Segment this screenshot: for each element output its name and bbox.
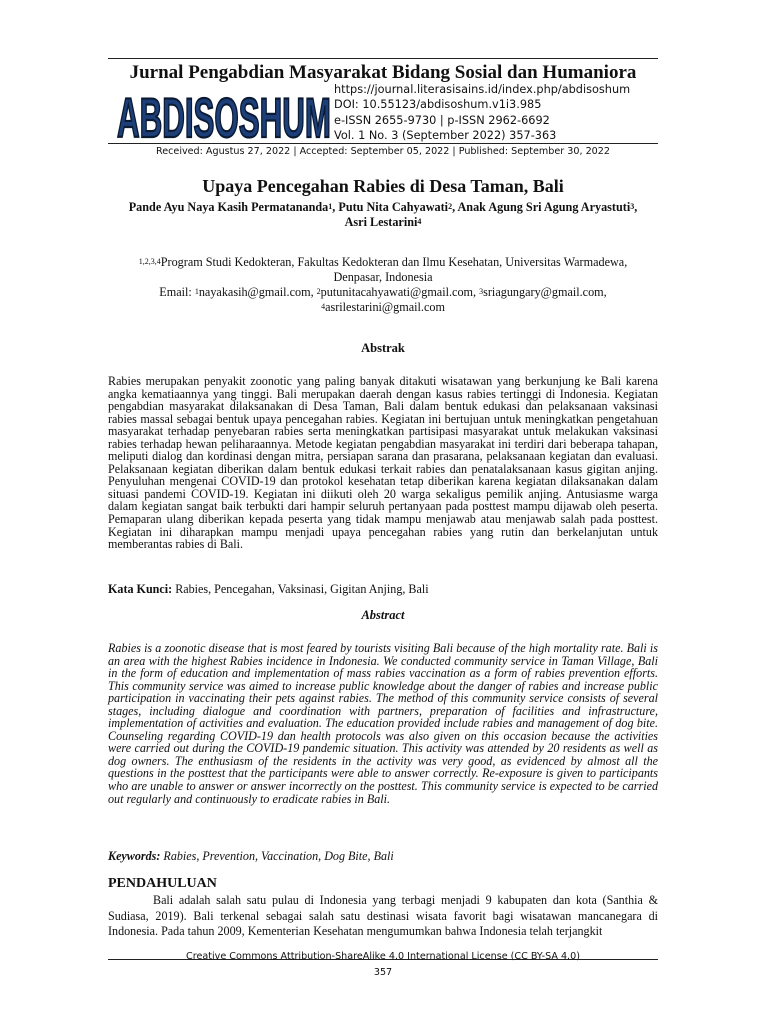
header-bottom-rule [108, 143, 658, 144]
author-sup: 4 [417, 217, 422, 226]
header-top-rule [108, 58, 658, 59]
author-name: Anak Agung Sri Agung Aryastuti [457, 200, 631, 214]
abstract-text: Rabies is a zoonotic disease that is most feared by tourists visiting Bali because of the high mortality rate. Bali is an area with the highest Rabies incidence in Indonesia. We conducted community service in Taman Village, Bali in the form of education and implementation of mass rabies vaccination as a form of rabies prevention efforts. This community service was aimed to increase public knowledge about the danger of rabies and increase public participation in vaccinating their pets against rabies. The method of this community service consists of several stages, including dialogue and coordination with partners, preparation of facilities and infrastructure, implementation of activities and evaluation. The education provided include rabies and management of dog bite. Counseling regarding COVID-19 dan health protocols was also given on this occasion because the activities were carried out during the COVID-19 pandemic situation. This activity was attended by 20 residents as well as dog owners. The enthusiasm of the residents in the activity was very good, as evidenced by almost all the questions in the posttest that the participants were able to answer correctly. Re-exposure is given to participants who are unable to answer or answer incorrectly on the posttest. This community service is expected to be carried out regularly and continuously to eradicate rabies in Bali. [108, 641, 658, 806]
keywords-label: Keywords: [108, 849, 161, 863]
journal-issn: e-ISSN 2655-9730 | p-ISSN 2962-6692 [334, 113, 550, 127]
affiliation-sup: 1,2,3,4 [138, 257, 161, 266]
page-number: 357 [373, 967, 393, 978]
pendahuluan-text: Bali adalah salah satu pulau di Indonesia yang terbagi menjadi 9 kabupaten dan kota (Santhia & Sudiasa, 2019). Bali terkenal sebagai salah satu destinasi wisata favorit bagi wisatawan mancanegara di Indonesia. Pada tahun 2009, Kementerian Kesehatan mengumumkan bahwa Indonesia telah terjangkit [108, 893, 658, 939]
email-link[interactable]: sriagungary@gmail.com [483, 285, 604, 299]
author-sup: 1 [328, 202, 333, 211]
email-sup: 3 [479, 287, 484, 296]
email-link[interactable]: putunitacahyawati@gmail.com [320, 285, 474, 299]
author-list: Pande Ayu Naya Kasih Permatananda$^1$, Putu Nita Cahyawati$^2$, Anak Agung Sri Agung Aryastuti$^3$, Asri Lestarini$^4$ [128, 200, 638, 229]
email-link[interactable]: nayakasih@gmail.com [198, 285, 311, 299]
journal-url[interactable]: https://journal.literasisains.id/index.php/abdisoshum [334, 83, 631, 96]
email-sup: 2 [316, 287, 321, 296]
keywords [108, 849, 658, 864]
pendahuluan-heading: PENDAHULUAN [108, 876, 217, 891]
affiliation-city: Denpasar, Indonesia [333, 270, 433, 284]
affiliation-text: Program Studi Kedokteran, Fakultas Kedokteran dan Ilmu Kesehatan, Universitas Warmadewa, [160, 255, 628, 269]
article-title: Upaya Pencegahan Rabies di Desa Taman, Bali [202, 176, 564, 196]
author-name: Pande Ayu Naya Kasih Permatananda [128, 200, 329, 214]
journal-logo [114, 86, 334, 144]
author-sup: 2 [448, 202, 453, 211]
footer-rule [108, 959, 658, 960]
kata-kunci [108, 582, 658, 597]
email-sup: 4 [321, 302, 326, 311]
abstract-heading: Abstract [361, 608, 405, 622]
author-name: Putu Nita Cahyawati [338, 200, 449, 214]
journal-volume: Vol. 1 No. 3 (September 2022) 357-363 [334, 128, 557, 142]
license-note: Creative Commons Attribution-ShareAlike 4.0 International License (CC BY-SA 4.0) [186, 951, 580, 962]
email-sup: 1 [194, 287, 199, 296]
abstrak-heading: Abstrak [361, 341, 405, 355]
affiliation [108, 255, 658, 285]
journal-logo-text: ABDISOSHUM [117, 86, 331, 144]
author-name: Asri Lestarini [344, 215, 418, 229]
email-label: Email: [159, 285, 195, 299]
journal-info [334, 82, 654, 143]
journal-name: Jurnal Pengabdian Masyarakat Bidang Sosial dan Humaniora [129, 62, 637, 83]
abstrak-text: Rabies merupakan penyakit zoonotic yang paling banyak ditakuti wisatawan yang berkunjung ke Bali karena angka kematiaannya yang tinggi. Bali merupakan daerah dengan kasus rabies tertinggi di Indonesia. Kegiatan pengabdian masyarakat dilaksanakan di Desa Taman, Bali dalam bentuk edukasi dan pelaksanaan vaksinasi rabies massal sebagai bentuk upaya pencegahan rabies. Kegiatan ini bertujuan untuk meningkatkan pengetahuan masyarakat terhadap penyebaran rabies serta meningkatkan partisipasi masyarakat untuk melakukan vaksinasi rabies terhadap hewan peliharaannya. Metode kegiatan pengabdian masyarakat ini terdiri dari beberapa tahapan, meliputi dialog dan kordinasi dengan mitra, persiapan sarana dan prasarana, pelaksanaan kegiatan dan evaluasi. Pelaksanaan kegiatan diberikan dalam bentuk edukasi terkait rabies dan penatalaksanaan kasus gigitan anjing. Penyuluhan mengenai COVID-19 dan protokol kesehatan tetap diberikan karena kegiatan dilaksanakan dalam situasi pandemi COVID-19. Kegiatan ini diikuti oleh 20 warga sekaligus pemilik anjing. Antusiasme warga dalam kegiatan sangat baik terbukti dari hampir seluruh pertanyaan pada posttest mampu dijawab oleh peserta. Pemaparan ulang diberikan kepada peserta yang tidak mampu menjawab atau menjawab salah pada posttest. Kegiatan ini diharapkan mampu menjadi upaya pencegahan rabies yang rutin dan berkelanjutan untuk memberantas rabies di Bali. [108, 374, 658, 552]
journal-doi: DOI: 10.55123/abdisoshum.v1i3.985 [334, 98, 542, 112]
email-list: Email: $^1$nayakasih@gmail.com, $^2$putunitacahyawati@gmail.com, $^3$sriagungary@gmail.com, $^4$asrilestarini@gmail.com [159, 285, 607, 314]
keywords-values: Rabies, Prevention, Vaccination, Dog Bite, Bali [160, 849, 394, 863]
email-link[interactable]: asrilestarini@gmail.com [325, 300, 445, 314]
kata-kunci-label: Kata Kunci: [108, 582, 173, 596]
author-sup: 3 [630, 202, 635, 211]
kata-kunci-values: Rabies, Pencegahan, Vaksinasi, Gigitan Anjing, Bali [172, 582, 429, 596]
received-dates: Received: Agustus 27, 2022 | Accepted: September 05, 2022 | Published: September 30, 2022 [156, 146, 610, 157]
